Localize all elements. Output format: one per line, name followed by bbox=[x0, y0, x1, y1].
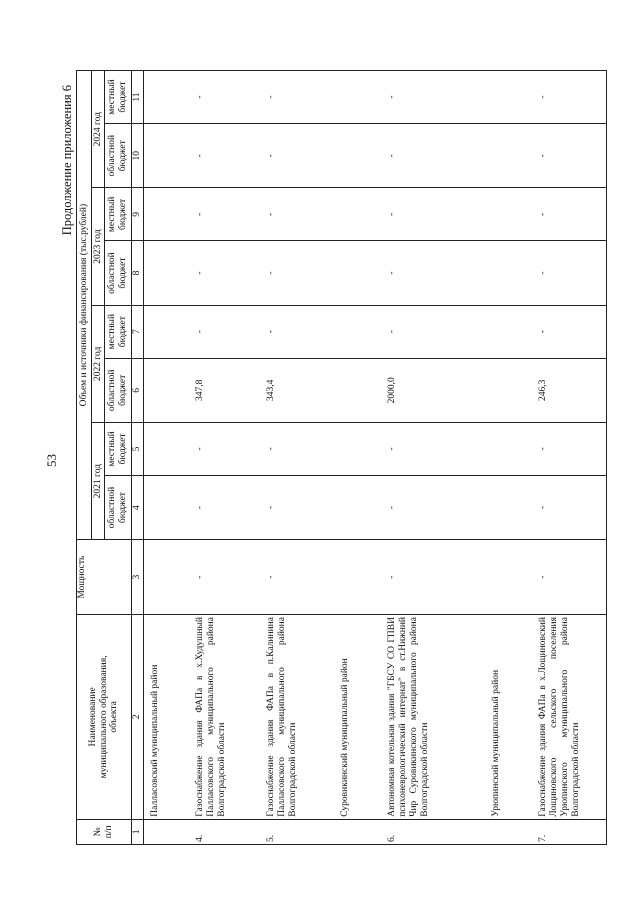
district-name: Урюпинский муниципальный район bbox=[485, 615, 535, 820]
value-cell: - bbox=[192, 124, 263, 188]
object-name: Газоснабжение здания ФАПа в х.Худушный Палласовского муниципального района Волгоградской области bbox=[192, 615, 263, 820]
value-cell: 246,3 bbox=[535, 358, 607, 422]
header-local-budget: местный бюджет bbox=[105, 305, 132, 358]
district-row bbox=[485, 71, 535, 845]
page-number: 53 bbox=[44, 454, 59, 467]
column-number: 11 bbox=[132, 71, 144, 124]
object-row bbox=[263, 71, 334, 845]
header-year-2024: 2024 год bbox=[92, 71, 105, 188]
value-cell: - bbox=[384, 475, 485, 539]
object-row bbox=[384, 71, 485, 845]
column-number: 6 bbox=[132, 358, 144, 422]
financing-table bbox=[76, 70, 607, 845]
value-cell: - bbox=[263, 241, 334, 305]
header-year-2022: 2022 год bbox=[92, 305, 105, 422]
value-cell: - bbox=[192, 423, 263, 476]
appendix-label: Продолжение приложения 6 bbox=[60, 85, 74, 236]
column-number: 3 bbox=[132, 540, 144, 615]
value-cell: - bbox=[263, 124, 334, 188]
capacity-cell: - bbox=[263, 540, 334, 615]
header-regional-budget: областной бюджет bbox=[105, 124, 132, 188]
value-cell: 2000,0 bbox=[384, 358, 485, 422]
header-capacity: Мощность bbox=[77, 540, 132, 615]
value-cell: - bbox=[535, 124, 607, 188]
header-name: Наименование муниципального образования, объекта bbox=[77, 615, 132, 820]
column-number: 2 bbox=[132, 615, 144, 820]
capacity-cell: - bbox=[384, 540, 485, 615]
header-regional-budget: областной бюджет bbox=[105, 358, 132, 422]
header-year-2021: 2021 год bbox=[92, 423, 105, 540]
header-financing: Объем и источники финансирования (тыс.рублей) bbox=[77, 71, 92, 540]
column-number: 8 bbox=[132, 241, 144, 305]
value-cell: - bbox=[192, 305, 263, 358]
value-cell: - bbox=[263, 305, 334, 358]
value-cell: - bbox=[384, 188, 485, 241]
value-cell: - bbox=[192, 241, 263, 305]
header-regional-budget: областной бюджет bbox=[105, 475, 132, 539]
value-cell: - bbox=[535, 423, 607, 476]
object-row bbox=[535, 71, 607, 845]
row-number: 7. bbox=[535, 819, 607, 844]
value-cell: - bbox=[535, 241, 607, 305]
value-cell: - bbox=[384, 71, 485, 124]
district-row bbox=[334, 71, 384, 845]
header-local-budget: местный бюджет bbox=[105, 71, 132, 124]
row-number: 4. bbox=[192, 819, 263, 844]
district-row bbox=[143, 71, 192, 845]
column-number: 9 bbox=[132, 188, 144, 241]
value-cell: - bbox=[263, 423, 334, 476]
value-cell: - bbox=[384, 241, 485, 305]
value-cell: - bbox=[535, 71, 607, 124]
value-cell: 347,8 bbox=[192, 358, 263, 422]
row-number: 6. bbox=[384, 819, 485, 844]
object-row bbox=[192, 71, 263, 845]
object-name: Газоснабжение здания ФАПа в п.Калинина Палласовского муниципального района Волгоградской области bbox=[263, 615, 334, 820]
column-number: 4 bbox=[132, 475, 144, 539]
value-cell: - bbox=[263, 188, 334, 241]
object-name: Автономная котельная здания "ГБСУ СО ГПВИ психоневрологический интернат" в ст.Нижний Чир Суровикинского муниципального района Волгоградской области bbox=[384, 615, 485, 820]
column-number: 1 bbox=[132, 819, 144, 844]
value-cell: - bbox=[192, 71, 263, 124]
capacity-cell: - bbox=[192, 540, 263, 615]
header-local-budget: местный бюджет bbox=[105, 188, 132, 241]
column-number: 5 bbox=[132, 423, 144, 476]
column-number: 10 bbox=[132, 124, 144, 188]
value-cell: - bbox=[263, 71, 334, 124]
value-cell: - bbox=[535, 305, 607, 358]
value-cell: - bbox=[263, 475, 334, 539]
value-cell: - bbox=[192, 475, 263, 539]
district-name: Палласовский муниципальный район bbox=[143, 615, 192, 820]
value-cell: 343,4 bbox=[263, 358, 334, 422]
value-cell: - bbox=[384, 124, 485, 188]
capacity-cell: - bbox=[535, 540, 607, 615]
row-number: 5. bbox=[263, 819, 334, 844]
header-local-budget: местный бюджет bbox=[105, 423, 132, 476]
value-cell: - bbox=[535, 475, 607, 539]
value-cell: - bbox=[384, 305, 485, 358]
header-year-2023: 2023 год bbox=[92, 188, 105, 305]
header-regional-budget: областной бюджет bbox=[105, 241, 132, 305]
value-cell: - bbox=[192, 188, 263, 241]
column-number: 7 bbox=[132, 305, 144, 358]
value-cell: - bbox=[535, 188, 607, 241]
value-cell: - bbox=[384, 423, 485, 476]
object-name: Газоснабжение здания ФАПа в х.Лощиновский Лощиновского сельского поселения Урюпинского муниципального района Волгоградской области bbox=[535, 615, 607, 820]
header-num: № п/п bbox=[77, 819, 132, 844]
district-name: Суровикинский муниципальный район bbox=[334, 615, 384, 820]
